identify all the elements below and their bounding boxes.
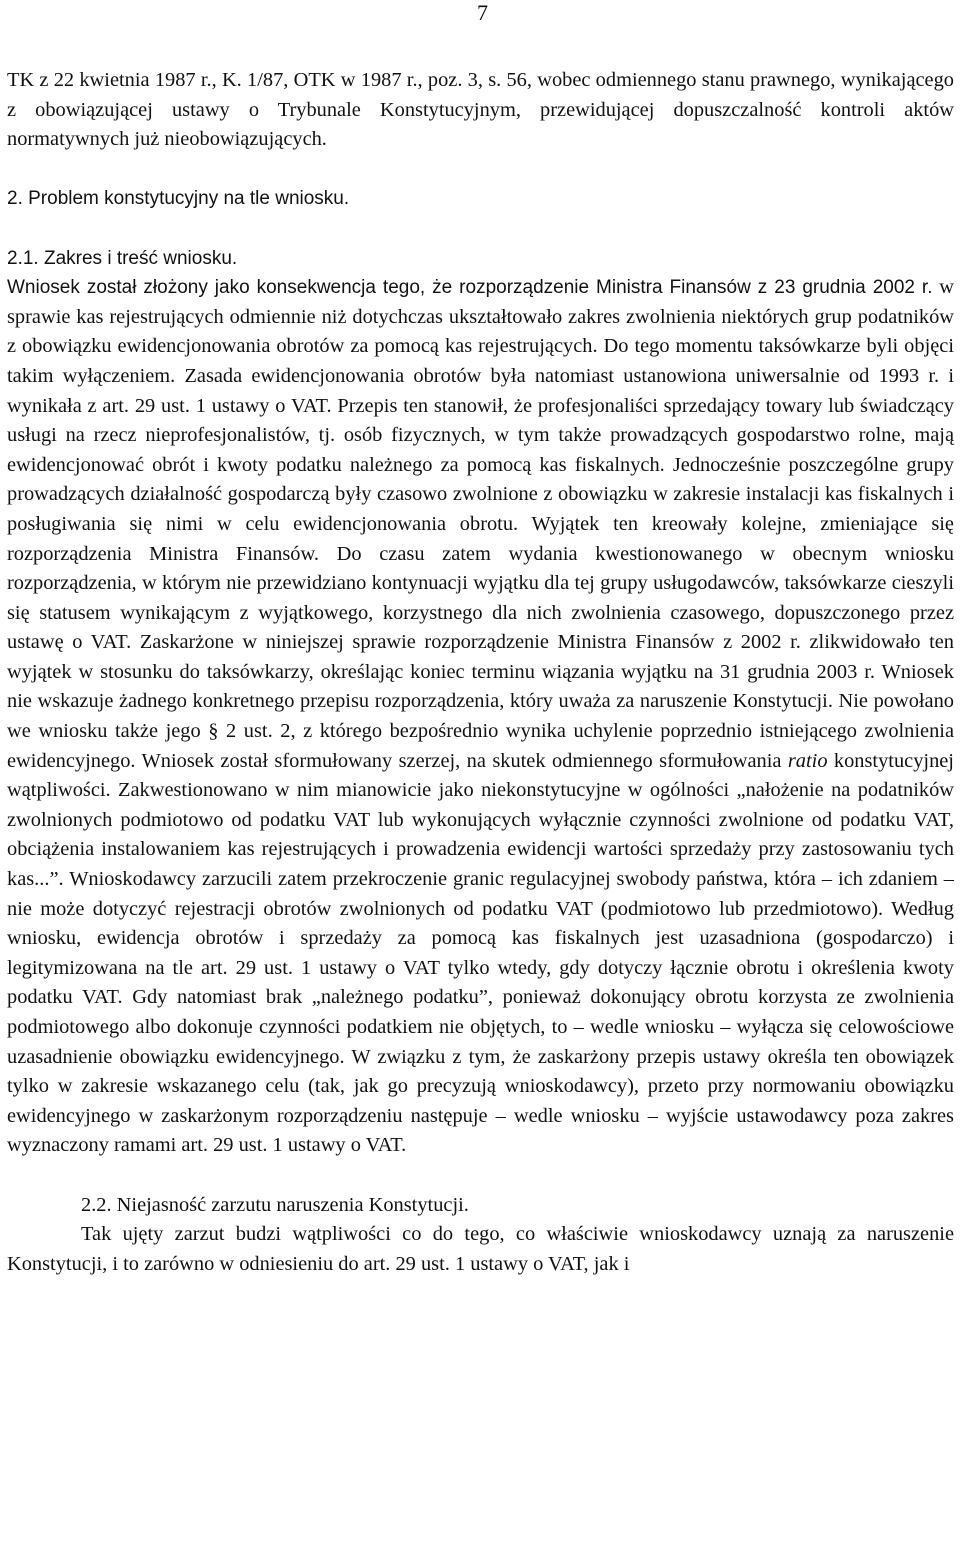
paragraph-main-sans-part: Wniosek został złożony jako konsekwencja tego, że rozporządzenie Ministra Finansów z 23 grudnia 2002 r. [7,277,933,299]
section-heading-2-1: 2.1. Zakres i treść wniosku. [7,247,238,269]
paragraph-last: Tak ujęty zarzut budzi wątpliwości co do tego, co właściwie wnioskodawcy uznają za naruszenie Konstytucji, i to zarówno w odniesieniu do art. 29 ust. 1 ustawy o VAT, jak i [7,1223,954,1275]
paragraph-main [7,273,954,1161]
section-heading-2: 2. Problem konstytucyjny na tle wniosku. [7,188,350,210]
paragraph-main-part-1: w sprawie kas rejestrujących odmiennie niż dotychczas ukształtowało zakres zwolnienia niektórych grup podatników z obowiązku ewidencjonowania obrotów za pomocą kas rejestrujących. Do tego momentu taksówkarze byli objęci takim wyłączeniem. Zasada ewidencjonowania obrotów była natomiast ustanowiona uniwersalnie od 1993 r. i wynikała z art. 29 ust. 1 ustawy o VAT. Przepis ten stanowił, że profesjonaliści sprzedający towary lub świadczący usługi na rzecz nieprofesjonalistów, tj. osób fizycznych, w tym także prowadzących gospodarstwo rolne, mają ewidencjonować obrót i kwoty podatku należnego za pomocą kas fiskalnych. Jednocześnie poszczególne grupy prowadzących działalność gospodarczą były czasowo zwolnione z obowiązku w zakresie instalacji kas fiskalnych i posługiwania się nimi w celu ewidencjonowania obrotu. Wyjątek ten kreowały kolejne, zmieniające się rozporządzenia Ministra Finansów. Do czasu zatem wydania kwestionowanego w obecnym wniosku rozporządzenia, w którym nie przewidziano kontynuacji wyjątku dla tej grupy usługodawców, taksówkarze cieszyli się statusem wynikającym z wyjątkowego, korzystnego dla nich zwolnienia czasowego, dopuszczonego przez ustawę o VAT. Zaskarżone w niniejszej sprawie rozporządzenie Ministra Finansów z 2002 r. zlikwidowało ten wyjątek w stosunku do taksówkarzy, określając koniec terminu wiązania wyjątku na 31 grudnia 2003 r. Wniosek nie wskazuje żadnego konkretnego przepisu rozporządzenia, który uważa za naruszenie Konstytucji. Nie powołano we wniosku także jego § 2 ust. 2, z którego bezpośrednio wynika uchylenie poprzednio istniejącego zwolnienia ewidencyjnego. Wniosek został sformułowany szerzej, na skutek odmiennego sformułowania [7,276,954,772]
paragraph-main-part-2: konstytucyjnej wątpliwości. Zakwestionowano w nim mianowicie jako niekonstytucyjne w ogólności „nałożenie na podatników zwolnionych podmiotowo od podatku VAT lub wykonujących wyłącznie czynności zwolnione od podatku VAT, obciążenia instalowaniem kas rejestrujących i prowadzenia ewidencji wartości sprzedaży przy zastosowaniu tych kas...”. Wnioskodawcy zarzucili zatem przekroczenie granic regulacyjnej swobody państwa, która – ich zdaniem – nie może dotyczyć rejestracji obrotów zwolnionych od podatku VAT (podmiotowo lub przedmiotowo). Według wniosku, ewidencja obrotów i sprzedaży za pomocą kas fiskalnych jest uzasadniona (gospodarczo) i legitymizowana na tle art. 29 ust. 1 ustawy o VAT tylko wtedy, gdy dotyczy łącznie obrotu i określenia kwoty podatku VAT. Gdy natomiast brak „należnego podatku”, ponieważ dokonujący obrotu korzysta ze zwolnienia podmiotowego albo dokonuje czynności podatkiem nie objętych, to – wedle wniosku – wyłącza się celowościowe uzasadnienie obowiązku ewidencyjnego. W związku z tym, że zaskarżony przepis ustawy określa ten obowiązek tylko w zakresie wskazanego celu (tak, jak go precyzują wnioskodawcy), przeto przy normowaniu obowiązku ewidencyjnego w zaskarżonym rozporządzeniu następuje – wedle wniosku – wyjście ustawodawcy poza zakres wyznaczony ramami art. 29 ust. 1 ustawy o VAT. [7,749,954,1157]
section-heading-2-2: 2.2. Niejasność zarzutu naruszenia Konstytucji. [81,1193,469,1216]
document-body [7,66,954,1279]
paragraph-main-italic-term: ratio [787,749,828,772]
paragraph-intro: TK z 22 kwietnia 1987 r., K. 1/87, OTK w 1987 r., poz. 3, s. 56, wobec odmiennego stanu prawnego, wynikającego z obowiązującej ustawy o Trybunale Konstytucyjnym, przewidującej dopuszczalność kontroli aktów normatywnych już nieobowiązujących. [7,69,954,151]
page-number: 7 [477,0,488,25]
